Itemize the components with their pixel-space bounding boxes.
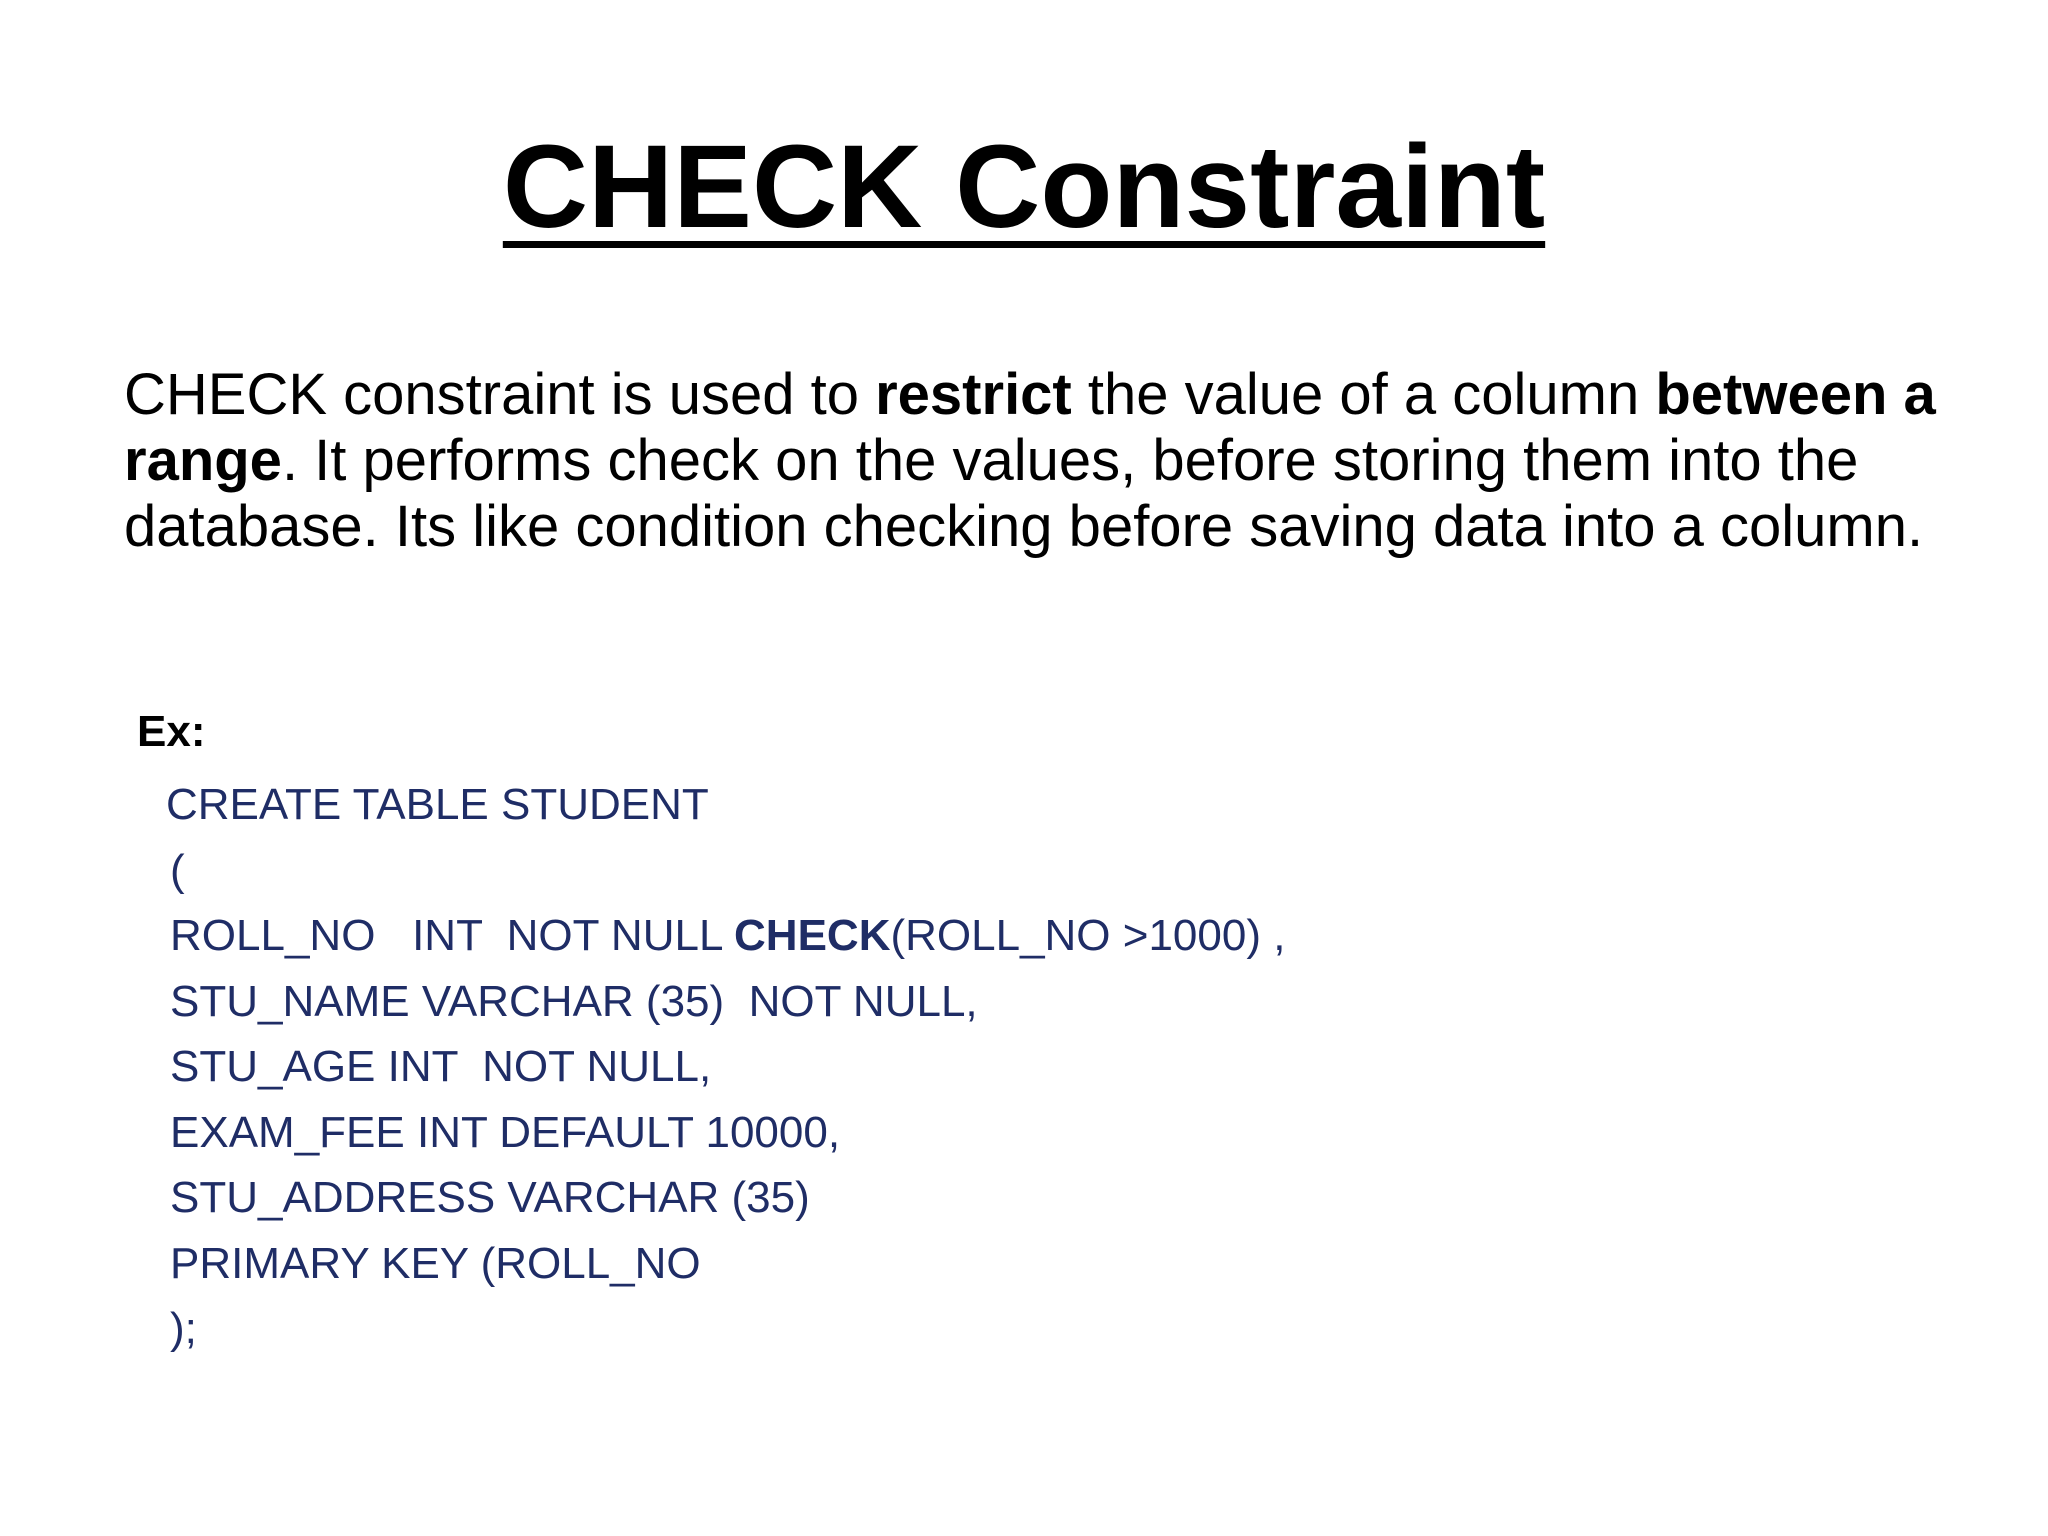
code-line-stu-name: STU_NAME VARCHAR (35) NOT NULL, bbox=[170, 976, 978, 1026]
intro-text-part3: . It performs check on the values, before storing them into the database. Its like condition checking before saving data into a column. bbox=[124, 428, 1924, 559]
intro-bold-range: between a range bbox=[124, 362, 1936, 493]
code-roll-no-prefix: ROLL_NO INT NOT NULL bbox=[170, 911, 735, 960]
intro-text-part2: the value of a column bbox=[1071, 362, 1656, 427]
slide-title bbox=[0, 121, 2048, 253]
code-check-keyword: CHECK bbox=[734, 911, 891, 960]
code-line-stu-age: STU_AGE INT NOT NULL, bbox=[170, 1042, 712, 1091]
code-line-stu-address: STU_ADDRESS VARCHAR (35) bbox=[170, 1173, 810, 1222]
code-line-open-paren: ( bbox=[170, 845, 185, 895]
code-line-roll-no bbox=[170, 903, 1285, 969]
intro-paragraph bbox=[124, 362, 1964, 560]
example-label: Ex: bbox=[137, 707, 206, 756]
code-block bbox=[166, 772, 1286, 1362]
code-line-exam-fee: EXAM_FEE INT DEFAULT 10000, bbox=[170, 1107, 841, 1157]
code-line-create-table: CREATE TABLE STUDENT bbox=[166, 780, 709, 829]
slide-title-text: CHECK Constraint bbox=[502, 121, 1546, 253]
intro-bold-restrict: restrict bbox=[875, 362, 1072, 427]
code-line-close: ); bbox=[170, 1304, 197, 1353]
intro-text-part1: CHECK constraint is used to bbox=[124, 362, 876, 427]
code-line-primary-key: PRIMARY KEY (ROLL_NO bbox=[170, 1238, 701, 1288]
code-roll-no-suffix: (ROLL_NO >1000) , bbox=[890, 911, 1286, 960]
